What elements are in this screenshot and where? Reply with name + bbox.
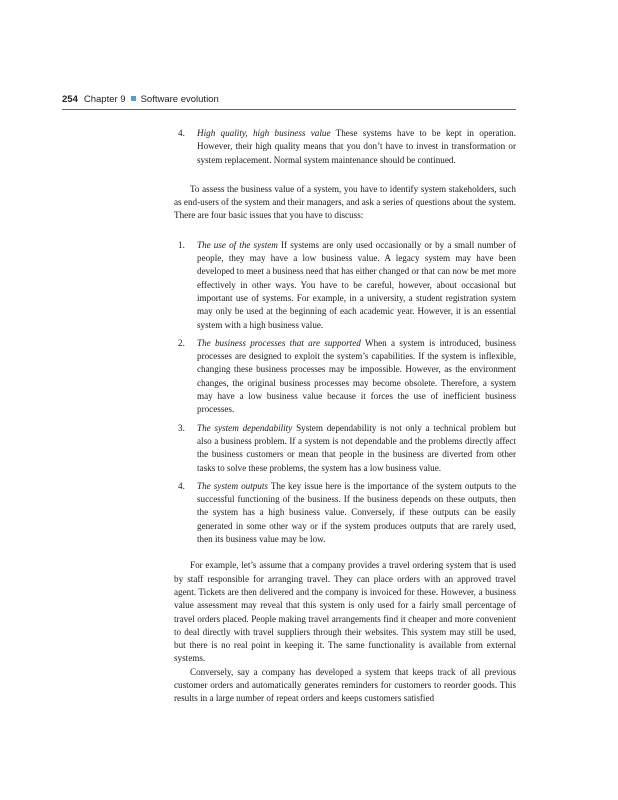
body-paragraph: Conversely, say a company has developed a system that keeps track of all previous customer orders and automatically generates reminders for customers to reorder goods. This results in a large number of repeat orders and keeps customers satisfied [174, 666, 516, 704]
list-item [174, 239, 516, 332]
item-number: 4. [178, 480, 185, 491]
item-text: If systems are only used occasionally or by a small number of people, they may have a low business value. A legacy system may have been developed to meet a business need that has either changed or that can now be met more effectively in other ways. You have to be careful, however, about occasional but important use of systems. For example, in a university, a student registration system may only be used at the beginning of each academic year. However, it is an essential system with a high business value. [197, 239, 516, 330]
item-text: System dependability is not only a technical problem but also a business problem. If a system is not dependable and the problems directly affect the business customers or mean that people in the business are diverted from other tasks to solve these problems, the system has a low business value. [197, 422, 516, 473]
item-title: The use of the system [197, 239, 278, 250]
item-number: 3. [178, 422, 185, 433]
page-body [174, 127, 516, 706]
item-number: 4. [178, 128, 185, 138]
list-item [174, 480, 516, 546]
chapter-label: Chapter 9 [83, 94, 126, 105]
list-item [174, 422, 516, 475]
item-number: 1. [178, 239, 185, 250]
item-text: The key issue here is the importance of the system outputs to the successful functioning of the business. If the business depends on these outputs, then the system has a high business value. Conversely, if these outputs can be easily generated in some other way or if the system produces outputs that are rarely used, then its business value may be low. [197, 480, 516, 545]
item-title: High quality, high business value [197, 128, 331, 138]
issues-list [174, 239, 516, 547]
item-text: When a system is introduced, business processes are designed to exploit the system’s capabilities. If the system is inflexible, changing these business processes may be impossible. However, as the environment changes, the original business processes may become obsolete. Therefore, a system may have a low business value because it forces the use of inefficient business processes. [197, 337, 516, 415]
intro-paragraph: To assess the business value of a system, you have to identify system stakeholders, such as end-users of the system and their managers, and ask a series of questions about the system. There are four basic issues that you have to discuss: [174, 183, 516, 221]
item-number: 2. [178, 337, 185, 348]
page-number: 254 [62, 94, 78, 105]
section-title: Software evolution [140, 94, 219, 105]
list-item [174, 127, 516, 167]
running-header [62, 94, 516, 110]
item-text: These systems have to be kept in operation. However, their high quality means that you don’t have to invest in transformation or system replacement. Normal system maintenance should be continued. [197, 128, 517, 165]
square-bullet-icon [131, 96, 136, 101]
item-title: The business processes that are supported [197, 337, 361, 348]
list-item [174, 337, 516, 417]
body-paragraph: For example, let’s assume that a company provides a travel ordering system that is used by staff responsible for arranging travel. They can place orders with an approved travel agent. Tickets are then delivered and the company is invoiced for these. However, a business value assessment may reveal that this system is only used for a fairly small percentage of travel orders placed. People making travel arrangements find it cheaper and more convenient to deal directly with travel suppliers through their websites. This system may still be used, but there is no real point in keeping it. The same functionality is available from external systems. [174, 560, 516, 664]
item-title: The system outputs [197, 480, 268, 491]
item-title: The system dependability [197, 422, 293, 433]
